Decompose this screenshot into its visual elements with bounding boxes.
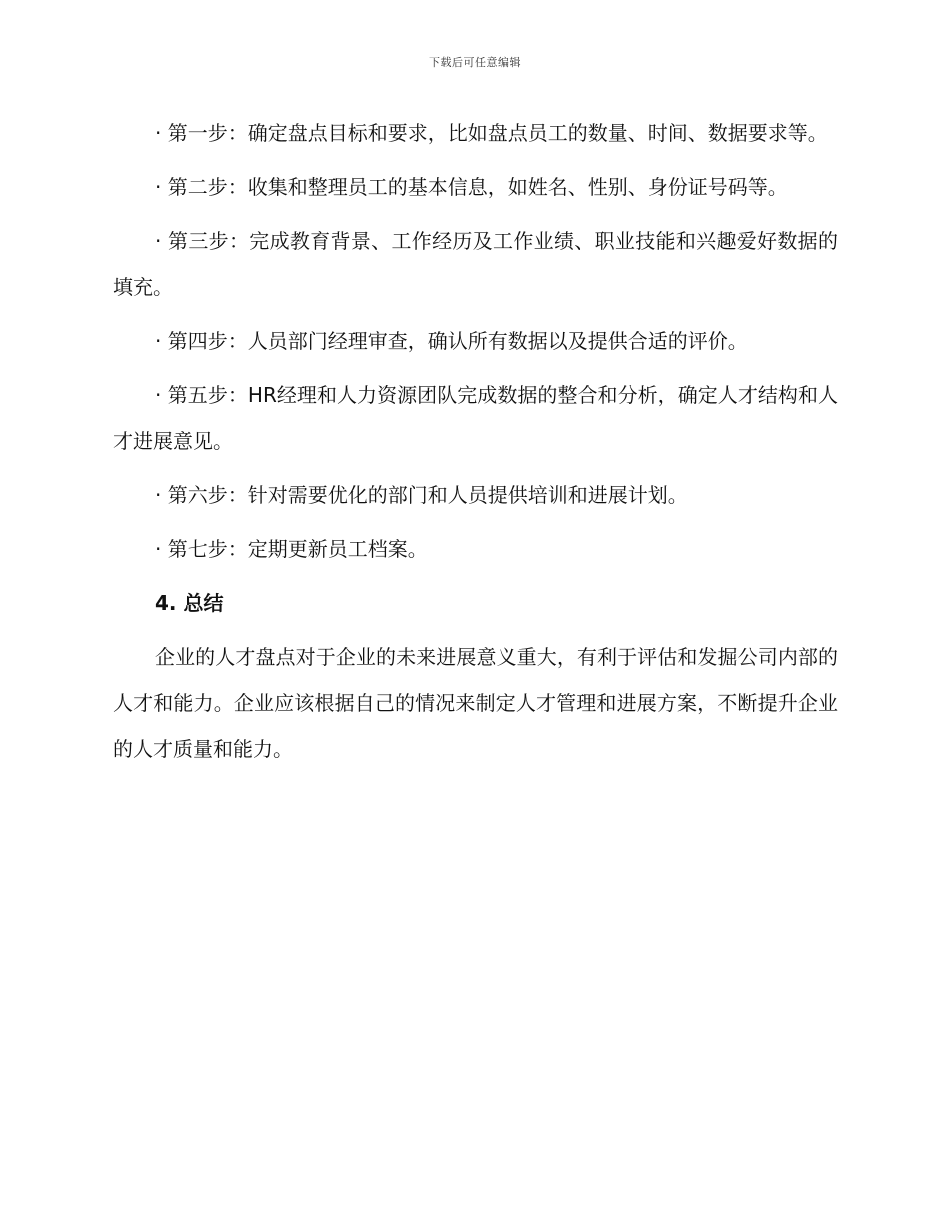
step-3: · 第三步：完成教育背景、工作经历及工作业绩、职业技能和兴趣爱好数据的填充。 <box>113 229 838 299</box>
document-body <box>113 110 838 780</box>
section-heading-summary: 4. 总结 <box>155 591 224 615</box>
page-header: 下载后可任意编辑 <box>429 56 521 69</box>
step-2: · 第二步：收集和整理员工的基本信息，如姓名、性别、身份证号码等。 <box>155 175 788 199</box>
step-6: · 第六步：针对需要优化的部门和人员提供培训和进展计划。 <box>155 483 688 507</box>
step-7: · 第七步：定期更新员工档案。 <box>155 537 428 561</box>
step-1: · 第一步：确定盘点目标和要求，比如盘点员工的数量、时间、数据要求等。 <box>155 121 828 145</box>
summary-paragraph: 企业的人才盘点对于企业的未来进展意义重大，有利于评估和发掘公司内部的人才和能力。企业应该根据自己的情况来制定人才管理和进展方案，不断提升企业的人才质量和能力。 <box>113 645 838 761</box>
step-5: · 第五步：HR经理和人力资源团队完成数据的整合和分析，确定人才结构和人才进展意见。 <box>113 383 838 453</box>
step-4: · 第四步：人员部门经理审查，确认所有数据以及提供合适的评价。 <box>155 329 748 353</box>
